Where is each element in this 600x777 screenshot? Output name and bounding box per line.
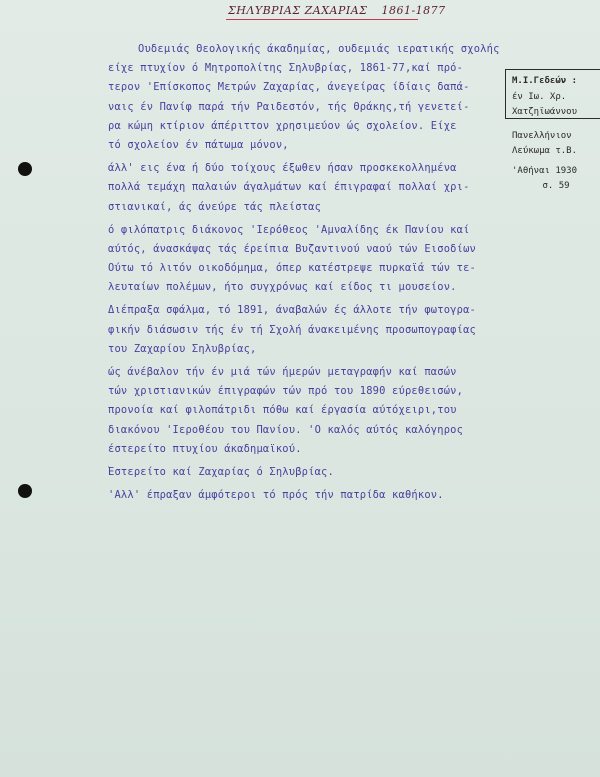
title-dates: 1861-1877	[381, 4, 446, 17]
text-line: ώς άνέβαλον τήν έν μιά τών ήμερών μεταγραφήν καί πασών	[108, 366, 457, 378]
text-line: έστερείτο πτυχίου άκαδημαϊκού.	[108, 442, 302, 455]
text-line: τό σχολείον έν πάτωμα μόνον,	[108, 138, 289, 151]
sidebar-note-line: Πανελλήνιον	[512, 130, 572, 141]
sidebar-note-line: Χατζηϊωάννου	[512, 107, 578, 117]
typed-body	[108, 40, 500, 505]
text-line: Έστερείτο καί Ζαχαρίας ό Σηλυβρίας.	[108, 465, 334, 478]
text-line: τερον 'Επίσκοπος Μετρών Ζαχαρίας, άνεγείρας ίδίαις δαπά-	[108, 81, 470, 94]
text-line: αύτός, άνασκάψας τάς έρείπια Βυζαντινού ναού τών Εισοδίων	[108, 242, 476, 255]
text-line: φικήν διάσωσιν τής έν τή Σχολή άνακειμένης προσωπογραφίας	[108, 323, 476, 336]
sidebar-note	[512, 74, 600, 195]
text-line: Διέπραξα σφάλμα, τό 1891, άναβαλών ές άλλοτε τήν φωτογρα-	[108, 304, 476, 317]
sidebar-note-line: Λεύκωμα τ.Β.	[512, 146, 578, 156]
text-line: άλλ' εις ένα ή δύο τοίχους έξωθεν ήσαν προσκεκολλημένα	[108, 162, 457, 175]
text-line: λευταίων πολέμων, ήτο συγχρόνως καί είδος τι μουσείον.	[108, 281, 457, 294]
text-line: διακόνου 'Ιεροθέου του Πανίου. 'Ο καλός αύτός καλόγηρος	[108, 423, 464, 436]
sidebar-note-line: έν Ιω. Χρ.	[512, 91, 567, 102]
text-line: 'Αλλ' έπραξαν άμφότεροι τό πρός τήν πατρίδα καθήκον.	[108, 489, 444, 502]
binder-hole-top	[18, 162, 32, 176]
text-line: ναις έν Πανίφ παρά τήν Ραιδεστόν, τής Θράκης,τή γενετεί-	[108, 100, 470, 113]
text-line: του Ζαχαρίου Σηλυβρίας,	[108, 342, 257, 355]
text-line: Ουδεμιάς Θεολογικής άκαδημίας, ουδεμιάς ιερατικής σχολής	[138, 43, 500, 55]
text-line: Ούτω τό λιτόν οικοδόμημα, όπερ κατέστρεψε πυρκαϊά τών τε-	[108, 262, 476, 275]
sidebar-note-line: σ. 59	[542, 181, 570, 191]
binder-hole-bottom	[18, 484, 32, 498]
title-text: ΣΗΛΥΒΡΙΑΣ ΖΑΧΑΡΙΑΣ	[228, 4, 368, 17]
text-line: ρα κώμη κτίριον άπέριττον χρησιμεύον ώς σχολείον. Είχε	[108, 119, 457, 132]
text-line: πολλά τεμάχη παλαιών άγαλμάτων καί έπιγραφαί πολλαί χρι-	[108, 181, 470, 194]
text-line: είχε πτυχίον ό Μητροπολίτης Σηλυβρίας, 1861-77,καί πρό-	[108, 62, 464, 75]
text-line: τών χριστιανικών έπιγραφών τών πρό του 1890 εύρεθεισών,	[108, 385, 464, 398]
page-title	[228, 4, 446, 17]
sidebar-note-line: 'Αθήναι 1930	[512, 165, 578, 176]
text-line: στιανικαί, άς άνεύρε τάς πλείστας	[108, 200, 322, 213]
text-line: προνοία καί φιλοπάτριδι πόθω καί έργασία αύτόχειρι,του	[108, 404, 457, 417]
text-line: ό φιλόπατρις διάκονος 'Ιερόθεος 'Αμναλίδης έκ Πανίου καί	[108, 223, 470, 236]
title-underline	[226, 19, 418, 20]
sidebar-note-line: Μ.Ι.Γεδεών :	[512, 76, 578, 86]
